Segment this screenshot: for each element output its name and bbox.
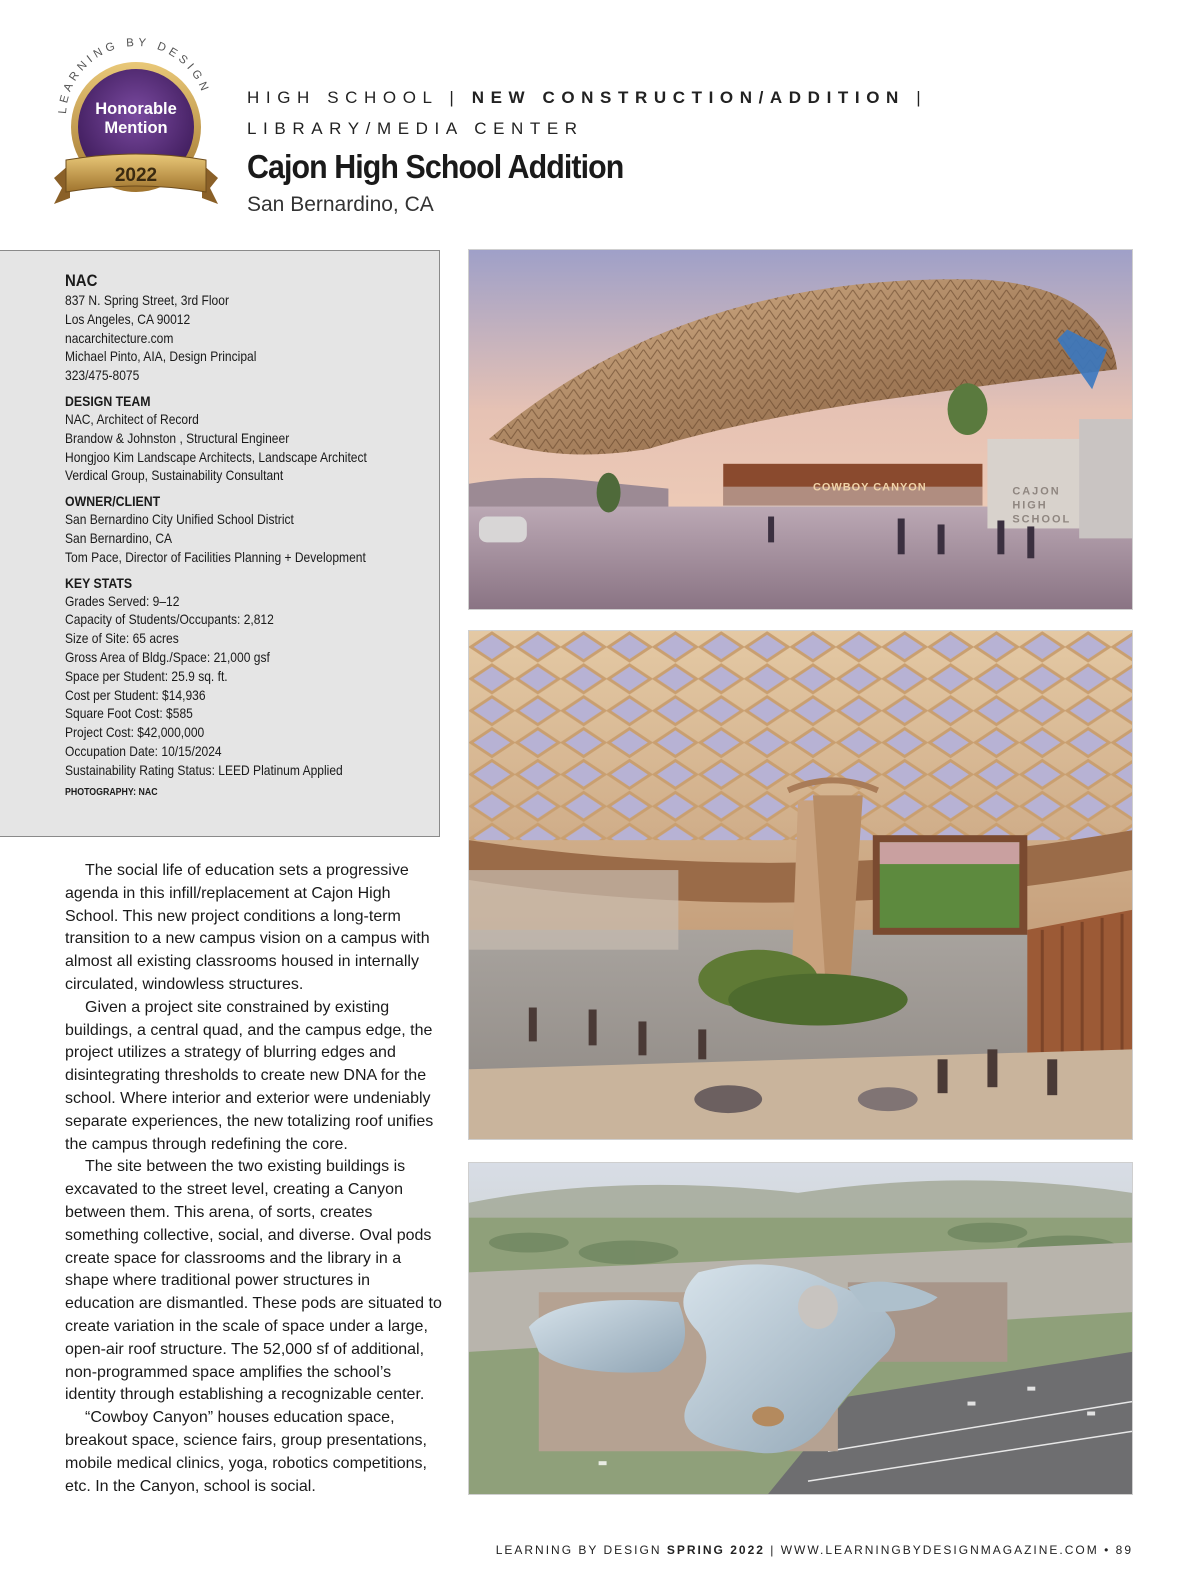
project-info-box bbox=[0, 250, 440, 837]
info-line: Los Angeles, CA 90012 bbox=[65, 310, 191, 327]
owner-heading: OWNER/CLIENT bbox=[65, 493, 161, 510]
info-line: Hongjoo Kim Landscape Architects, Landscape Architect bbox=[65, 448, 367, 465]
info-line: Michael Pinto, AIA, Design Principal bbox=[65, 348, 257, 365]
article-body bbox=[65, 860, 443, 1498]
award-badge bbox=[48, 36, 224, 216]
cowboy-canyon-sign: COWBOY CANYON bbox=[812, 481, 927, 494]
stat-line: Gross Area of Bldg./Space: 21,000 gsf bbox=[65, 648, 270, 665]
info-line: San Bernardino City Unified School District bbox=[65, 511, 294, 528]
exterior-rendering-photo bbox=[468, 249, 1133, 610]
stat-line: Space per Student: 25.9 sq. ft. bbox=[65, 667, 228, 684]
article-paragraph: The social life of education sets a progressive agenda in this infill/replacement at Cajon High School. This new project conditions a long-term transition to a new campus vision on a campus with almost all existing classrooms housed in internally circulated, windowless structures. bbox=[65, 862, 430, 993]
category-line-2: LIBRARY/MEDIA CENTER bbox=[247, 119, 584, 138]
school-sign-line1: CAJON bbox=[1012, 485, 1061, 498]
info-line: NAC, Architect of Record bbox=[65, 410, 199, 427]
stat-line: Project Cost: $42,000,000 bbox=[65, 724, 205, 741]
school-sign-line2: HIGH bbox=[1012, 499, 1048, 512]
stat-line: Occupation Date: 10/15/2024 bbox=[65, 742, 222, 759]
badge-line2: Mention bbox=[104, 119, 168, 137]
page-number: 89 bbox=[1115, 1543, 1133, 1557]
stat-line: Sustainability Rating Status: LEED Platinum Applied bbox=[65, 761, 343, 778]
info-line: 837 N. Spring Street, 3rd Floor bbox=[65, 292, 229, 308]
design-team-section bbox=[65, 392, 423, 485]
firm-section bbox=[65, 271, 423, 385]
school-sign-line3: SCHOOL bbox=[1012, 513, 1072, 526]
article-paragraph: “Cowboy Canyon” houses education space, breakout space, science fairs, group presentations, mobile medical clinics, yoga, robotics competitions, etc. In the Canyon, school is social. bbox=[65, 1409, 427, 1495]
stat-line: Grades Served: 9–12 bbox=[65, 592, 180, 609]
stat-line: Square Foot Cost: $585 bbox=[65, 705, 193, 722]
key-stats-section bbox=[65, 574, 423, 780]
stat-line: Cost per Student: $14,936 bbox=[65, 686, 206, 703]
category-line-1: HIGH SCHOOL | NEW CONSTRUCTION/ADDITION | bbox=[247, 88, 928, 107]
interior-canyon-photo bbox=[468, 630, 1133, 1140]
firm-name: NAC bbox=[65, 271, 98, 290]
owner-section bbox=[65, 492, 423, 566]
info-line: San Bernardino, CA bbox=[65, 529, 173, 546]
info-line: Brandow & Johnston , Structural Engineer bbox=[65, 429, 290, 446]
photo-credit: PHOTOGRAPHY: NAC bbox=[65, 786, 158, 798]
badge-arc-text: LEARNING BY DESIGN bbox=[56, 36, 212, 115]
info-line: Verdical Group, Sustainability Consultant bbox=[65, 467, 284, 484]
badge-line1: Honorable bbox=[95, 100, 177, 118]
article-paragraph: Given a project site constrained by existing buildings, a central quad, and the campus edge, the project utilizes a strategy of blurring edges and disintegrating thresholds to create new DNA for the school. Where interior and exterior were undeniably separate experiences, the new totalizing roof unifies the campus through redefining the core. bbox=[65, 998, 434, 1153]
page-footer: LEARNING BY DESIGN SPRING 2022 | WWW.LEARNINGBYDESIGNMAGAZINE.COM • 89 bbox=[495, 1543, 1133, 1557]
stat-line: Capacity of Students/Occupants: 2,812 bbox=[65, 611, 274, 628]
footer-url[interactable]: WWW.LEARNINGBYDESIGNMAGAZINE.COM bbox=[780, 1543, 1099, 1557]
footer-magazine: LEARNING BY DESIGN bbox=[495, 1543, 662, 1557]
stat-line: Size of Site: 65 acres bbox=[65, 630, 179, 647]
key-stats-heading: KEY STATS bbox=[65, 574, 133, 591]
design-team-heading: DESIGN TEAM bbox=[65, 392, 151, 409]
article-paragraph: The site between the two existing buildings is excavated to the street level, creating a Canyon between them. This arena, of sorts, creates something collective, social, and diverse. Oval pods create space for classrooms and the library in a shape where traditional power structures in education are dismantled. These pods are situated to create variation in the scale of space under a large, open-air roof structure. The 52,000 sf of additional, non-programmed space amplifies the school’s identity through establishing a recognizable center. bbox=[65, 1158, 442, 1404]
firm-phone: 323/475-8075 bbox=[65, 367, 140, 384]
page-title: Cajon High School Addition bbox=[247, 148, 624, 185]
badge-year: 2022 bbox=[114, 165, 158, 186]
project-location: San Bernardino, CA bbox=[247, 193, 434, 216]
info-line: Tom Pace, Director of Facilities Planning + Development bbox=[65, 548, 366, 565]
firm-website: nacarchitecture.com bbox=[65, 329, 174, 346]
aerial-rendering-photo bbox=[468, 1162, 1133, 1495]
footer-issue: SPRING 2022 bbox=[666, 1543, 765, 1557]
